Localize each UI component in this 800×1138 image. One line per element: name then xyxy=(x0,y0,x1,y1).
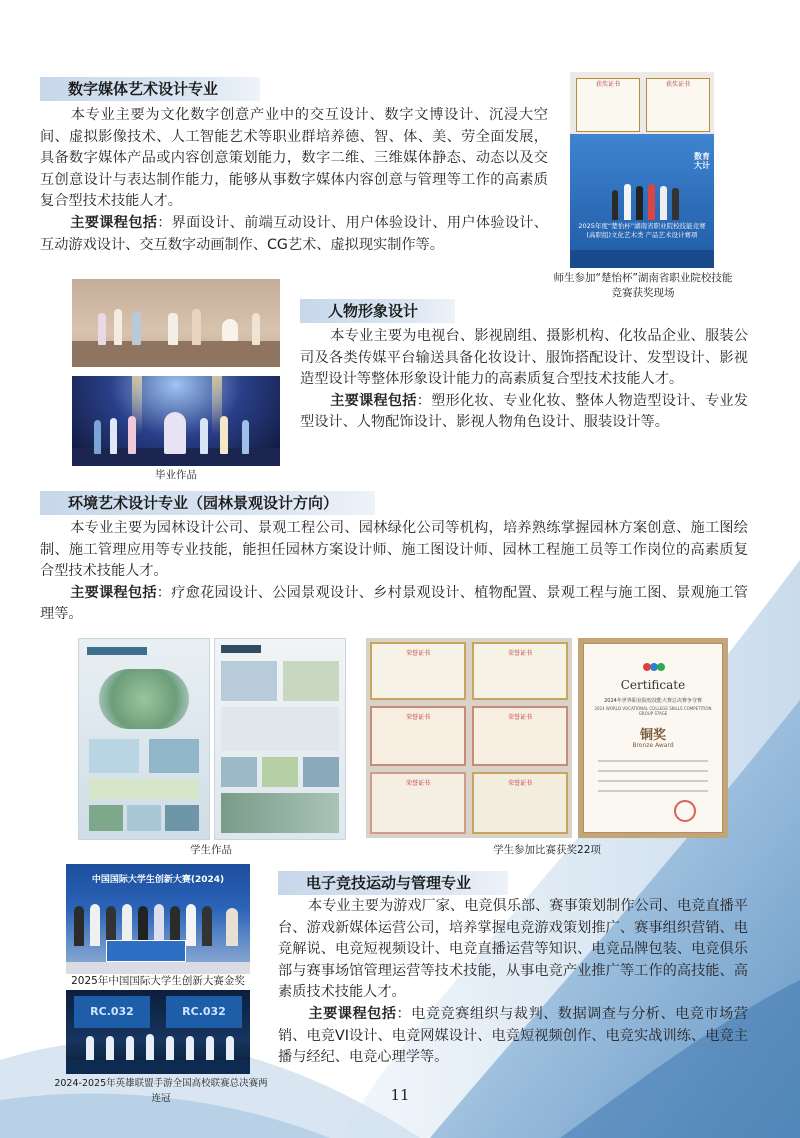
honor-cert-6: 荣誉证书 xyxy=(472,772,568,834)
contest-banner-text: 中国国际大学生创新大赛(2024) xyxy=(91,875,225,885)
environment-body xyxy=(40,518,748,626)
student-works-caption: 学生作品 xyxy=(190,844,232,856)
digital-media-body xyxy=(40,105,548,256)
image-design-intro: 本专业主要为电视台、影视剧组、摄影机构、化妆品企业、服装公司及各类传媒平台输送具备化妆设计、服饰搭配设计、发型设计、影视造型设计等整体形象设计能力的高素质复合型技术技能人才。 xyxy=(300,328,748,388)
section-heading-esports xyxy=(278,871,508,895)
environment-courses: 主要课程包括：疗愈花园设计、公园景观设计、乡村景观设计、植物配置、景观工程与施工图、景观施工管理等。 xyxy=(40,584,748,623)
esports-courses: 主要课程包括：电竞竞赛组织与裁判、数据调查与分析、电竞市场营销、电竞VI设计、电竞网媒设计、电竞短视频创作、电竞实战训练、电竞主播与经纪、电竞心理学等。 xyxy=(278,1005,748,1066)
esports-intro: 本专业主要为游戏厂家、电竞俱乐部、赛事策划制作公司、电竞直播平台、游戏新媒体运营公司，培养掌握电竞游戏策划推广、赛事组织营销、电竞解说、电竞短视频设计、电竞直播运营等知识、电竞品牌包装、电竞俱乐部与赛事场馆管理运营等技术技能，从事电竞产业推广等工作的高技能、高素质技术技能人才。 xyxy=(278,898,748,1001)
heading-text: 电子竞技运动与管理专业 xyxy=(306,874,472,892)
award-scene-photo xyxy=(570,72,714,268)
certificate-logo-icon xyxy=(642,658,666,670)
digital-media-courses: 主要课程包括：界面设计、前端互动设计、用户体验设计、用户体验设计、互动游戏设计、交互数字动画制作、CG艺术、虚拟现实制作等。 xyxy=(40,214,548,253)
honor-cert-5: 荣誉证书 xyxy=(370,772,466,834)
heading-text: 环境艺术设计专业（园林景观设计方向） xyxy=(68,494,339,512)
photo-side-text: 数育大计 xyxy=(694,152,710,170)
digital-media-intro: 本专业主要为文化数字创意产业中的交互设计、数字文博设计、沉浸大空间、虚拟影像技术、人工智能艺术等职业群培养德、智、体、美、劳全面发展，具备数字媒体产品或内容创意策划能力，数字二维、三维媒体静态、动态以及交互创意设计与表达制作能力，能够从事数字媒体内容创意与管理等工作的高素质复合型技术技能人才。 xyxy=(40,107,548,210)
photo-banner-text: 2025年度“楚怡杯”湖南省职业院校技能竞赛(高职组)文化艺术类 产品艺术设计赛项 xyxy=(578,222,706,239)
certificate-title: Certificate xyxy=(620,678,686,692)
honor-cert-3: 荣誉证书 xyxy=(370,706,466,766)
section-heading-environment xyxy=(40,491,375,515)
esports-championship-photo xyxy=(66,990,250,1074)
awards-caption: 学生参加比赛获奖22项 xyxy=(493,844,601,856)
image-design-body xyxy=(300,326,748,434)
certificate-award-cn: 铜奖 xyxy=(639,728,666,743)
student-work-poster-2 xyxy=(214,638,346,840)
student-work-poster-1 xyxy=(78,638,210,840)
heading-text: 人物形象设计 xyxy=(328,302,419,320)
page-number: 11 xyxy=(390,1086,410,1104)
environment-intro: 本专业主要为园林设计公司、景观工程公司、园林绿化公司等机构，培养熟练掌握园林方案创意、施工图绘制、施工管理应用等专业技能，能担任园林方案设计师、施工图设计师、园林工程施工员等工作岗位的高素质复合型技术技能人才。 xyxy=(40,520,748,580)
heading-text: 数字媒体艺术设计专业 xyxy=(68,80,219,98)
honor-cert-4: 荣誉证书 xyxy=(472,706,568,766)
certificate-award-en: Bronze Award xyxy=(632,742,674,749)
honor-cert-1: 荣誉证书 xyxy=(370,642,466,700)
certificate-event: 2024年世界职业院校技能大赛总决赛争夺赛 xyxy=(604,698,702,704)
certificate-left: 获奖证书 xyxy=(576,78,640,132)
image-design-courses: 主要课程包括：塑形化妆、专业化妆、整体人物造型设计、专业发型设计、人物配饰设计、影视人物角色设计、服装设计等。 xyxy=(300,392,748,431)
certificate-event-en: 2024 WORLD VOCATIONAL COLLEGE SKILLS COMPETITION GROUP STAGE xyxy=(594,706,712,716)
esports-championship-caption: 2024-2025年英雄联盟手游全国高校联赛总决赛两连冠 xyxy=(54,1078,268,1104)
section-heading-digital-media xyxy=(40,77,260,101)
screen-left: RC.032 xyxy=(74,996,150,1028)
honor-cert-2: 荣誉证书 xyxy=(472,642,568,700)
graduation-show-photo-1 xyxy=(72,279,280,367)
certificate-right: 获奖证书 xyxy=(646,78,710,132)
esports-body xyxy=(278,896,748,1069)
screen-right: RC.032 xyxy=(166,996,242,1028)
certificate-seal-icon xyxy=(674,800,696,822)
graduation-show-photo-2 xyxy=(72,376,280,466)
section-heading-image-design xyxy=(300,299,455,323)
honor-certificates-grid xyxy=(366,638,572,838)
bronze-award-certificate xyxy=(578,638,728,838)
innovation-contest-photo xyxy=(66,864,250,974)
innovation-contest-caption: 2025年中国国际大学生创新大赛金奖 xyxy=(71,975,245,987)
award-scene-caption: 师生参加“楚怡杯”湖南省职业院校技能竞赛获奖现场 xyxy=(553,272,733,299)
graduation-works-caption: 毕业作品 xyxy=(155,469,197,481)
